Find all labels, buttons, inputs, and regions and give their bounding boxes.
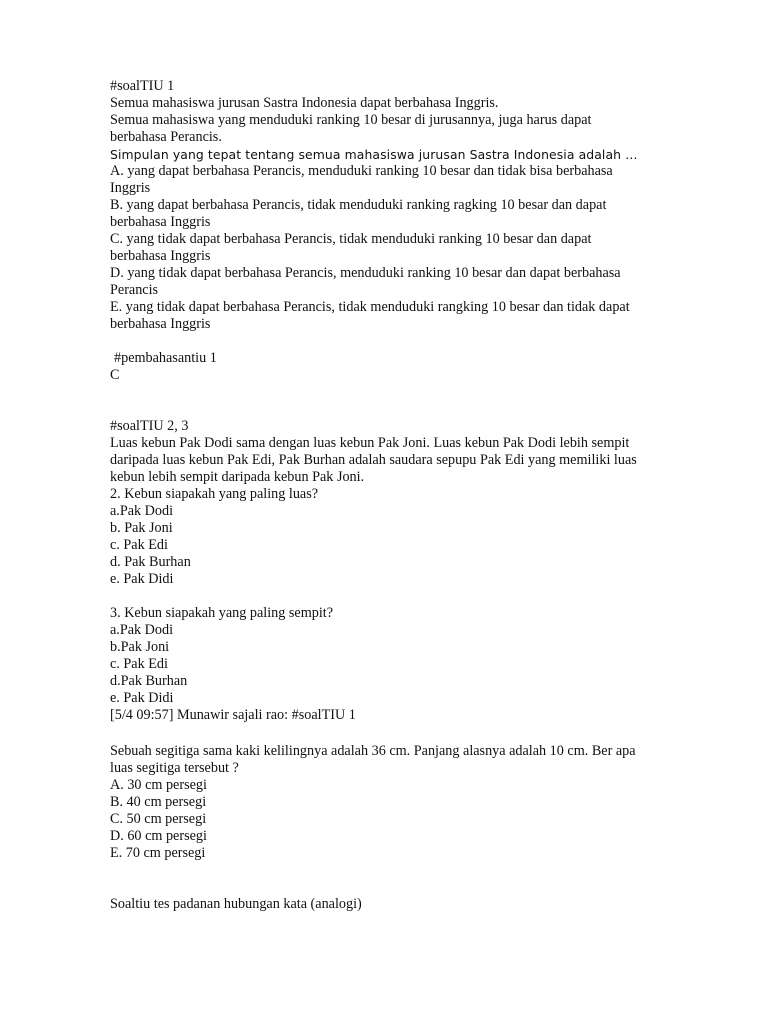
option-c: C. yang tidak dapat berbahasa Perancis, tidak menduduki ranking 10 besar dan dapat xyxy=(110,231,592,247)
story-line-1: Luas kebun Pak Dodi sama dengan luas kebun Pak Joni. Luas kebun Pak Dodi lebih sempit xyxy=(110,435,630,451)
q3-option-b: b.Pak Joni xyxy=(110,639,170,655)
chat-line: [5/4 09:57] Munawir sajali rao: #soalTIU 1 xyxy=(110,707,356,723)
question-2: 2. Kebun siapakah yang paling luas? xyxy=(110,486,319,502)
triangle-option-d: D. 60 cm persegi xyxy=(110,828,207,844)
option-e-cont: berbahasa Inggris xyxy=(110,316,211,332)
document-page xyxy=(110,78,700,913)
option-b: B. yang dapat berbahasa Perancis, tidak menduduki ranking ragking 10 besar dan dapat xyxy=(110,197,607,213)
section-heading-analogy: Soaltiu tes padanan hubungan kata (analogi) xyxy=(110,896,362,912)
question-heading-2: #soalTIU 2, 3 xyxy=(110,418,189,434)
q3-option-c: c. Pak Edi xyxy=(110,656,168,672)
premise-2-cont: berbahasa Perancis. xyxy=(110,129,222,145)
discussion-heading-1: #pembahasantiu 1 xyxy=(114,350,217,366)
triangle-option-a: A. 30 cm persegi xyxy=(110,777,207,793)
q2-option-a: a.Pak Dodi xyxy=(110,503,174,519)
q3-option-e: e. Pak Didi xyxy=(110,690,174,706)
triangle-question-line-1: Sebuah segitiga sama kaki kelilingnya adalah 36 cm. Panjang alasnya adalah 10 cm. Ber apa xyxy=(110,743,636,759)
option-e: E. yang tidak dapat berbahasa Perancis, tidak menduduki rangking 10 besar dan tidak dapat xyxy=(110,299,630,315)
triangle-option-c: C. 50 cm persegi xyxy=(110,811,207,827)
question-3: 3. Kebun siapakah yang paling sempit? xyxy=(110,605,334,621)
option-a-cont: Inggris xyxy=(110,180,151,196)
story-line-3: kebun lebih sempit daripada kebun Pak Joni. xyxy=(110,469,365,485)
option-b-cont: berbahasa Inggris xyxy=(110,214,211,230)
triangle-question-line-2: luas segitiga tersebut ? xyxy=(110,760,239,776)
option-d: D. yang tidak dapat berbahasa Perancis, menduduki ranking 10 besar dan dapat berbahasa xyxy=(110,265,621,281)
premise-1: Semua mahasiswa jurusan Sastra Indonesia dapat berbahasa Inggris. xyxy=(110,95,499,111)
q2-option-d: d. Pak Burhan xyxy=(110,554,191,570)
option-a: A. yang dapat berbahasa Perancis, menduduki ranking 10 besar dan tidak bisa berbahasa xyxy=(110,163,613,179)
triangle-option-b: B. 40 cm persegi xyxy=(110,794,207,810)
question-heading-1: #soalTIU 1 xyxy=(110,78,175,94)
story-line-2: daripada luas kebun Pak Edi, Pak Burhan adalah saudara sepupu Pak Edi yang memiliki luas xyxy=(110,452,637,468)
q2-option-c: c. Pak Edi xyxy=(110,537,168,553)
option-c-cont: berbahasa Inggris xyxy=(110,248,211,264)
q3-option-a: a.Pak Dodi xyxy=(110,622,174,638)
premise-2: Semua mahasiswa yang menduduki ranking 10 besar di jurusannya, juga harus dapat xyxy=(110,112,592,128)
question-stem-1: Simpulan yang tepat tentang semua mahasiswa jurusan Sastra Indonesia adalah … xyxy=(110,147,638,162)
triangle-option-e: E. 70 cm persegi xyxy=(110,845,206,861)
q2-option-e: e. Pak Didi xyxy=(110,571,174,587)
q2-option-b: b. Pak Joni xyxy=(110,520,173,536)
option-d-cont: Perancis xyxy=(110,282,159,298)
q3-option-d: d.Pak Burhan xyxy=(110,673,188,689)
discussion-answer-1: C xyxy=(110,367,120,383)
